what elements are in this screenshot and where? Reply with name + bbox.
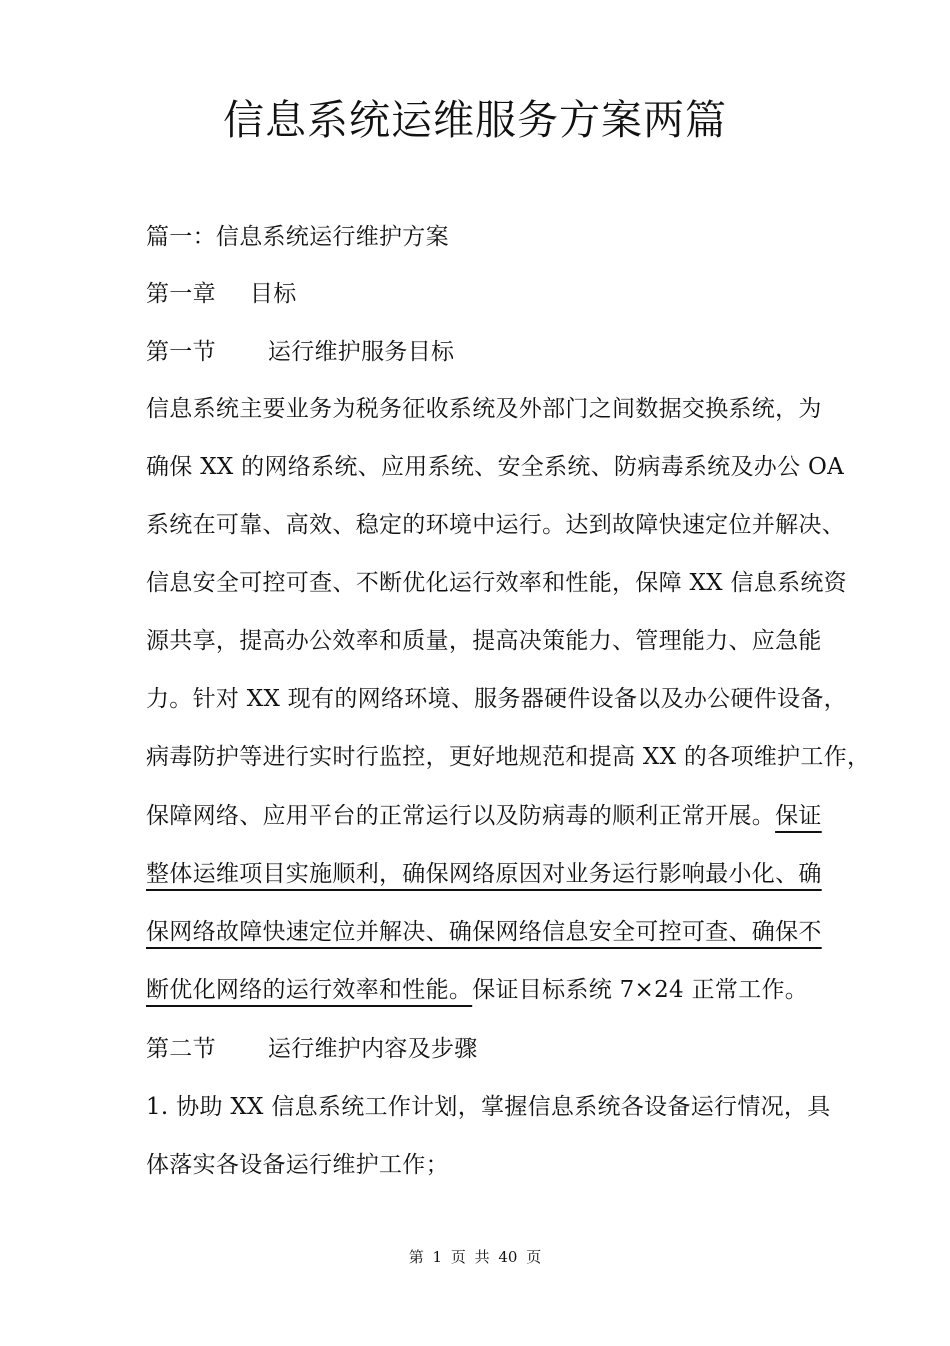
body-text: 保证目标系统 7×24 正常工作。 bbox=[472, 977, 809, 1003]
underlined-text: 整体运维项目实施顺利，确保网络原因对业务运行影响最小化、确 bbox=[146, 861, 822, 887]
body-line bbox=[146, 801, 822, 831]
chapter-heading bbox=[146, 279, 297, 309]
section-heading-1 bbox=[146, 337, 454, 367]
section-number: 第二节 bbox=[146, 1036, 216, 1062]
chapter-number: 第一章 bbox=[146, 281, 216, 307]
list-item: 1. 协助 XX 信息系统工作计划，掌握信息系统各设备运行情况，具 bbox=[146, 1094, 831, 1120]
body-line: 源共享，提高办公效率和质量，提高决策能力、管理能力、应急能 bbox=[146, 628, 822, 654]
section-heading-2 bbox=[146, 1034, 478, 1064]
body-text: 保障网络、应用平台的正常运行以及防病毒的顺利正常开展。 bbox=[146, 803, 776, 829]
body-line: 信息安全可控可查、不断优化运行效率和性能，保障 XX 信息系统资 bbox=[146, 570, 847, 596]
body-line: 力。针对 XX 现有的网络环境、服务器硬件设备以及办公硬件设备， bbox=[146, 686, 847, 712]
chapter-title: 目标 bbox=[249, 281, 297, 307]
body-line: 系统在可靠、高效、稳定的环境中运行。达到故障快速定位并解决、 bbox=[146, 512, 845, 538]
list-item: 体落实各设备运行维护工作； bbox=[146, 1152, 449, 1178]
body-line: 病毒防护等进行实时行监控，更好地规范和提高 XX 的各项维护工作， bbox=[146, 744, 871, 770]
underlined-text: 保证 bbox=[775, 803, 822, 829]
section-title: 运行维护内容及步骤 bbox=[267, 1036, 478, 1062]
body-line bbox=[146, 859, 822, 889]
document-title: 信息系统运维服务方案两篇 bbox=[223, 96, 727, 144]
underlined-text: 保网络故障快速定位并解决、确保网络信息安全可控可查、确保不 bbox=[146, 919, 822, 945]
section-number: 第一节 bbox=[146, 339, 216, 365]
body-line: 确保 XX 的网络系统、应用系统、安全系统、防病毒系统及办公 OA bbox=[146, 454, 845, 480]
underlined-text: 断优化网络的运行效率和性能。 bbox=[146, 977, 473, 1003]
body-line bbox=[146, 975, 808, 1005]
body-line bbox=[146, 917, 822, 947]
body-line: 信息系统主要业务为税务征收系统及外部门之间数据交换系统，为 bbox=[146, 396, 822, 422]
part-heading: 篇一：信息系统运行维护方案 bbox=[146, 224, 449, 250]
page-number: 第 1 页 共 40 页 bbox=[408, 1248, 542, 1266]
section-title: 运行维护服务目标 bbox=[267, 339, 455, 365]
